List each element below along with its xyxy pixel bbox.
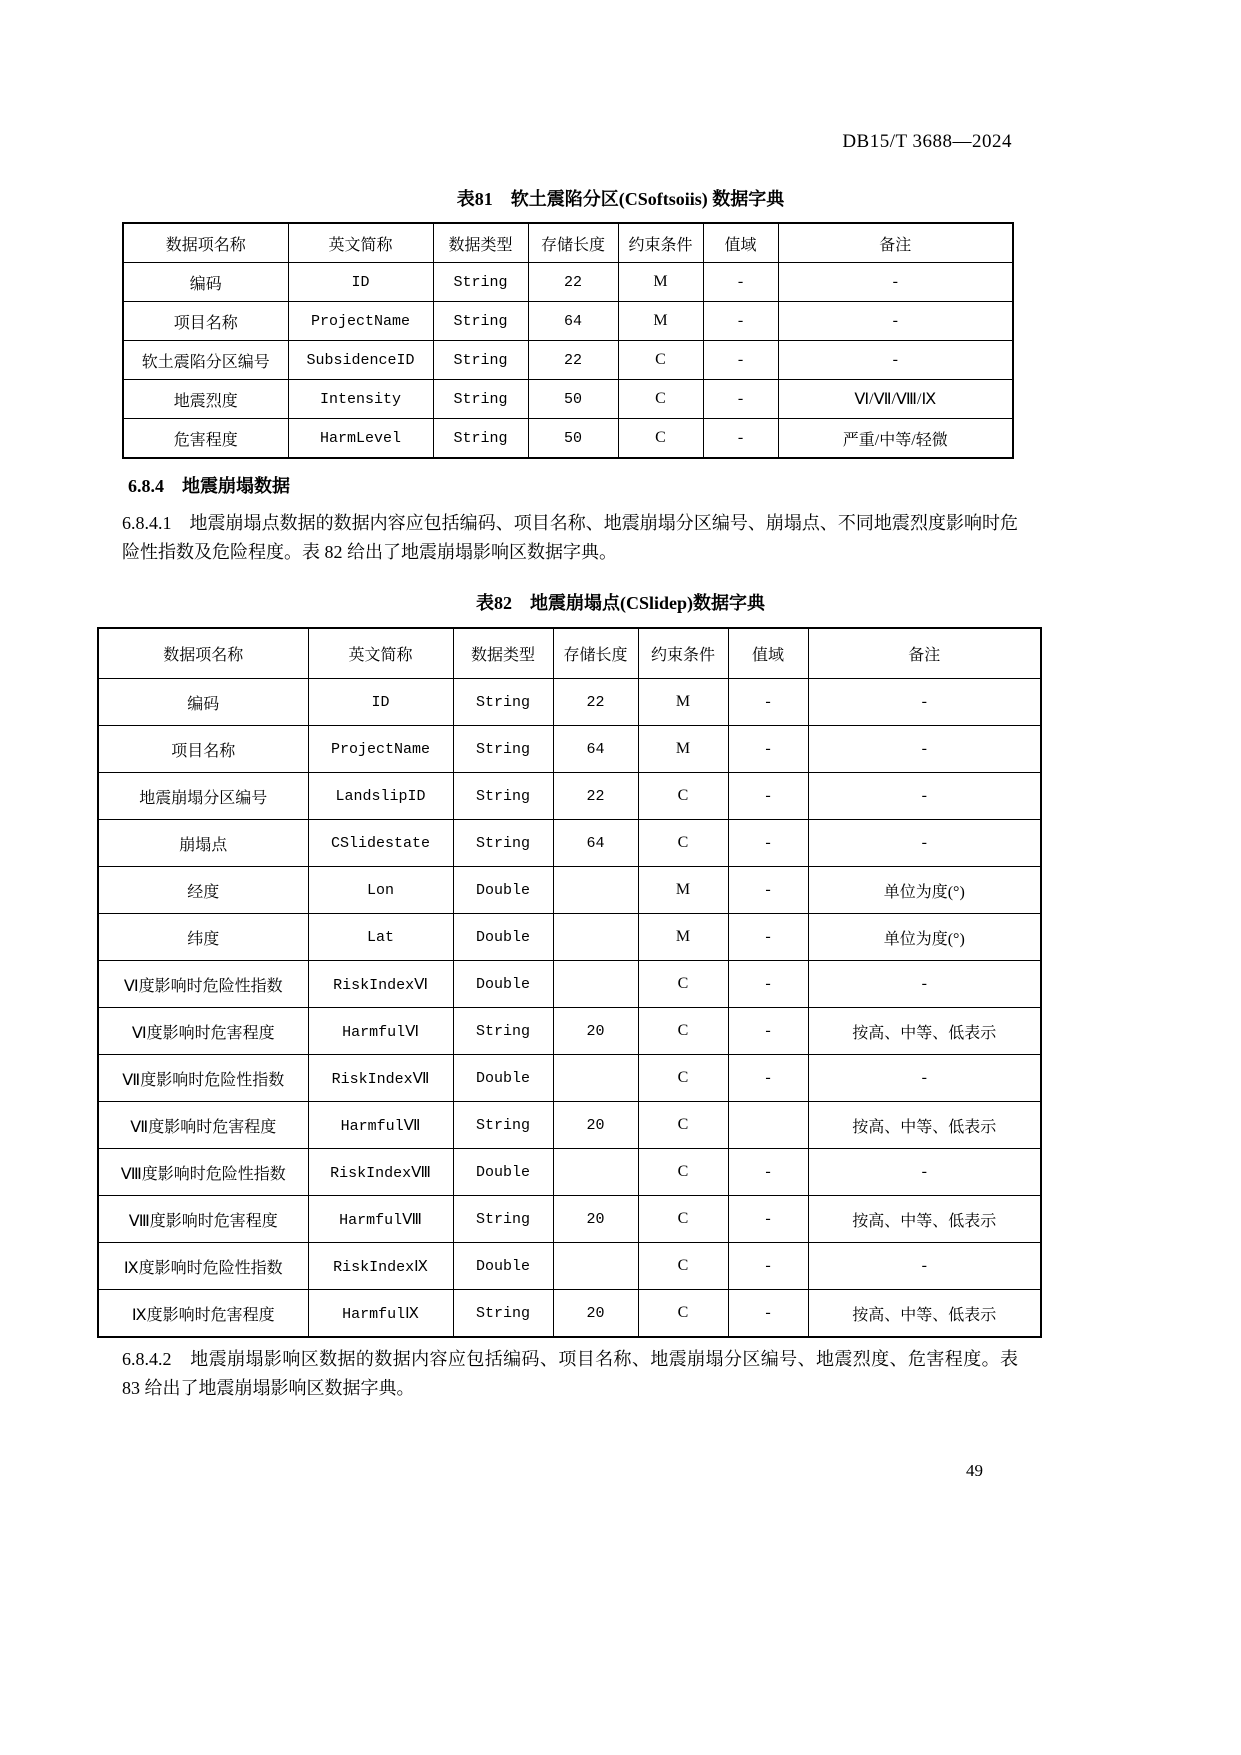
table-cell: 编码 <box>123 263 288 302</box>
table-cell: 按高、中等、低表示 <box>808 1196 1041 1243</box>
table-cell: HarmLevel <box>288 419 433 459</box>
table-cell: HarmfulⅧ <box>308 1196 453 1243</box>
table-cell: C <box>638 1196 728 1243</box>
table-cell: Double <box>453 867 553 914</box>
table-cell: Ⅵ度影响时危险性指数 <box>98 961 308 1008</box>
table-row <box>98 1149 1041 1196</box>
table-row <box>98 1055 1041 1102</box>
column-header: 值域 <box>703 223 778 263</box>
document-code: DB15/T 3688—2024 <box>842 131 1012 152</box>
table-cell: 编码 <box>98 679 308 726</box>
table-cell: String <box>453 1196 553 1243</box>
table-cell: C <box>638 1243 728 1290</box>
table-cell: ProjectName <box>308 726 453 773</box>
table-cell: - <box>703 419 778 459</box>
table-cell: - <box>728 1290 808 1338</box>
table-cell: C <box>638 820 728 867</box>
column-header: 存储长度 <box>553 628 638 679</box>
table-cell: RiskIndexⅥ <box>308 961 453 1008</box>
table-cell: Ⅶ度影响时危险性指数 <box>98 1055 308 1102</box>
table-cell: 单位为度(°) <box>808 867 1041 914</box>
table-cell: - <box>728 914 808 961</box>
table-cell: RiskIndexⅧ <box>308 1149 453 1196</box>
table-cell: 软土震陷分区编号 <box>123 341 288 380</box>
table-cell: 20 <box>553 1008 638 1055</box>
table-cell: 64 <box>528 302 618 341</box>
column-header: 约束条件 <box>638 628 728 679</box>
table-cell: C <box>638 1102 728 1149</box>
table-row <box>98 914 1041 961</box>
table-cell <box>553 914 638 961</box>
table-cell: String <box>433 302 528 341</box>
table-cell: - <box>808 1243 1041 1290</box>
table-cell: Double <box>453 961 553 1008</box>
table-cell: - <box>703 302 778 341</box>
table-cell: M <box>618 263 703 302</box>
table82 <box>97 627 1042 1338</box>
table-cell: SubsidenceID <box>288 341 433 380</box>
table-cell <box>553 961 638 1008</box>
table-cell: M <box>638 914 728 961</box>
table-cell <box>553 1149 638 1196</box>
table-cell: 单位为度(°) <box>808 914 1041 961</box>
table-cell: String <box>453 1102 553 1149</box>
table-cell: - <box>728 726 808 773</box>
table-cell: Lon <box>308 867 453 914</box>
table-cell: 22 <box>553 773 638 820</box>
table-cell: HarmfulⅨ <box>308 1290 453 1338</box>
table-cell: Ⅵ度影响时危害程度 <box>98 1008 308 1055</box>
table-cell: - <box>778 341 1013 380</box>
table-row <box>98 726 1041 773</box>
table-cell: - <box>728 773 808 820</box>
table-cell: M <box>638 726 728 773</box>
table-cell: ID <box>308 679 453 726</box>
table-cell: Lat <box>308 914 453 961</box>
table-cell: 经度 <box>98 867 308 914</box>
table-cell: 22 <box>528 263 618 302</box>
column-header: 数据类型 <box>433 223 528 263</box>
table-cell: - <box>703 263 778 302</box>
section-heading-684: 6.8.4 地震崩塌数据 <box>128 476 290 496</box>
table-cell: 按高、中等、低表示 <box>808 1102 1041 1149</box>
table-cell: 20 <box>553 1102 638 1149</box>
table-cell <box>553 867 638 914</box>
table-cell: - <box>728 961 808 1008</box>
table-cell: String <box>433 341 528 380</box>
table-cell: 危害程度 <box>123 419 288 459</box>
table-row <box>98 1290 1041 1338</box>
table-row <box>123 263 1013 302</box>
table-row <box>123 341 1013 380</box>
table-row <box>98 773 1041 820</box>
table-cell: C <box>638 961 728 1008</box>
column-header: 数据类型 <box>453 628 553 679</box>
table-cell: C <box>638 1055 728 1102</box>
table-cell: ID <box>288 263 433 302</box>
table-row <box>98 1102 1041 1149</box>
column-header: 备注 <box>808 628 1041 679</box>
table-cell: C <box>618 341 703 380</box>
page-number: 49 <box>966 1461 983 1480</box>
table-cell: Ⅷ度影响时危害程度 <box>98 1196 308 1243</box>
table81-body <box>123 263 1013 459</box>
table81 <box>122 222 1014 459</box>
table-cell: - <box>808 1055 1041 1102</box>
table-cell: ProjectName <box>288 302 433 341</box>
table-cell: String <box>453 1290 553 1338</box>
table-cell: - <box>728 820 808 867</box>
table-cell: C <box>618 380 703 419</box>
table-cell: - <box>703 341 778 380</box>
table-cell: String <box>453 773 553 820</box>
table-cell: - <box>808 820 1041 867</box>
table82-body <box>98 679 1041 1338</box>
table81-title: 表81 软土震陷分区(CSoftsoiis) 数据字典 <box>456 189 785 209</box>
table-cell: Ⅷ度影响时危险性指数 <box>98 1149 308 1196</box>
table-cell <box>553 1243 638 1290</box>
table-cell: 50 <box>528 419 618 459</box>
table-cell: - <box>808 773 1041 820</box>
table-cell: HarmfulⅦ <box>308 1102 453 1149</box>
table-cell: - <box>808 679 1041 726</box>
table-cell: - <box>778 302 1013 341</box>
table-cell: 按高、中等、低表示 <box>808 1008 1041 1055</box>
table-cell: HarmfulⅥ <box>308 1008 453 1055</box>
table-cell: CSlidestate <box>308 820 453 867</box>
table-cell: 22 <box>553 679 638 726</box>
table-cell: Double <box>453 914 553 961</box>
table-row <box>98 961 1041 1008</box>
table-cell: 项目名称 <box>98 726 308 773</box>
table-row <box>123 302 1013 341</box>
table-cell: String <box>433 419 528 459</box>
column-header: 约束条件 <box>618 223 703 263</box>
table-row <box>98 867 1041 914</box>
column-header: 英文简称 <box>308 628 453 679</box>
table-cell: - <box>728 1055 808 1102</box>
table-cell: Ⅸ度影响时危害程度 <box>98 1290 308 1338</box>
table-cell: Ⅵ/Ⅶ/Ⅷ/Ⅸ <box>778 380 1013 419</box>
table-cell: 项目名称 <box>123 302 288 341</box>
table-cell: - <box>728 679 808 726</box>
table82-header-row <box>98 628 1041 679</box>
table-cell: Double <box>453 1149 553 1196</box>
table-cell: C <box>638 1149 728 1196</box>
table-cell: Intensity <box>288 380 433 419</box>
table-cell: M <box>638 867 728 914</box>
table-cell: 50 <box>528 380 618 419</box>
table-cell: String <box>453 679 553 726</box>
paragraph-6841: 6.8.4.1 地震崩塌点数据的数据内容应包括编码、项目名称、地震崩塌分区编号、崩塌点、不同地震烈度影响时危险性指数及危险程度。表 82 给出了地震崩塌影响区数据字典。 <box>122 513 1018 562</box>
table81-header-row <box>123 223 1013 263</box>
table-cell: C <box>638 1008 728 1055</box>
table-cell: String <box>453 726 553 773</box>
paragraph-6842: 6.8.4.2 地震崩塌影响区数据的数据内容应包括编码、项目名称、地震崩塌分区编号、地震烈度、危害程度。表 83 给出了地震崩塌影响区数据字典。 <box>122 1349 1018 1398</box>
table-cell: - <box>808 1149 1041 1196</box>
table-cell <box>728 1102 808 1149</box>
table-cell: 64 <box>553 820 638 867</box>
column-header: 数据项名称 <box>98 628 308 679</box>
table-cell: String <box>453 1008 553 1055</box>
table-row <box>98 679 1041 726</box>
table-cell: - <box>808 961 1041 1008</box>
table-cell: 20 <box>553 1290 638 1338</box>
table-cell: M <box>618 302 703 341</box>
column-header: 值域 <box>728 628 808 679</box>
table-row <box>98 1243 1041 1290</box>
table-cell: - <box>703 380 778 419</box>
table-cell: 按高、中等、低表示 <box>808 1290 1041 1338</box>
table-row <box>98 1196 1041 1243</box>
column-header: 备注 <box>778 223 1013 263</box>
table-cell <box>553 1055 638 1102</box>
table-row <box>98 1008 1041 1055</box>
table-cell: 地震崩塌分区编号 <box>98 773 308 820</box>
table-cell: C <box>618 419 703 459</box>
table-cell: Double <box>453 1055 553 1102</box>
table-cell: Double <box>453 1243 553 1290</box>
table-row <box>123 380 1013 419</box>
column-header: 存储长度 <box>528 223 618 263</box>
table-cell: - <box>778 263 1013 302</box>
table-cell: 64 <box>553 726 638 773</box>
table-cell: C <box>638 1290 728 1338</box>
table-cell: - <box>728 1196 808 1243</box>
table-row <box>123 419 1013 459</box>
table82-title: 表82 地震崩塌点(CSlidep)数据字典 <box>475 593 765 613</box>
table-cell: LandslipID <box>308 773 453 820</box>
column-header: 数据项名称 <box>123 223 288 263</box>
table-cell: RiskIndexⅦ <box>308 1055 453 1102</box>
table-cell: M <box>638 679 728 726</box>
table-cell: Ⅶ度影响时危害程度 <box>98 1102 308 1149</box>
table-cell: - <box>728 1243 808 1290</box>
table-cell: String <box>433 380 528 419</box>
table-cell: 20 <box>553 1196 638 1243</box>
table-cell: 严重/中等/轻微 <box>778 419 1013 459</box>
table-cell: 地震烈度 <box>123 380 288 419</box>
table-cell: RiskIndexⅨ <box>308 1243 453 1290</box>
table-cell: - <box>728 1008 808 1055</box>
column-header: 英文简称 <box>288 223 433 263</box>
table-cell: - <box>728 867 808 914</box>
table-cell: C <box>638 773 728 820</box>
table-cell: Ⅸ度影响时危险性指数 <box>98 1243 308 1290</box>
table-cell: 纬度 <box>98 914 308 961</box>
table-cell: String <box>453 820 553 867</box>
table-row <box>98 820 1041 867</box>
table-cell: - <box>808 726 1041 773</box>
table-cell: String <box>433 263 528 302</box>
table-cell: - <box>728 1149 808 1196</box>
table-cell: 22 <box>528 341 618 380</box>
table-cell: 崩塌点 <box>98 820 308 867</box>
